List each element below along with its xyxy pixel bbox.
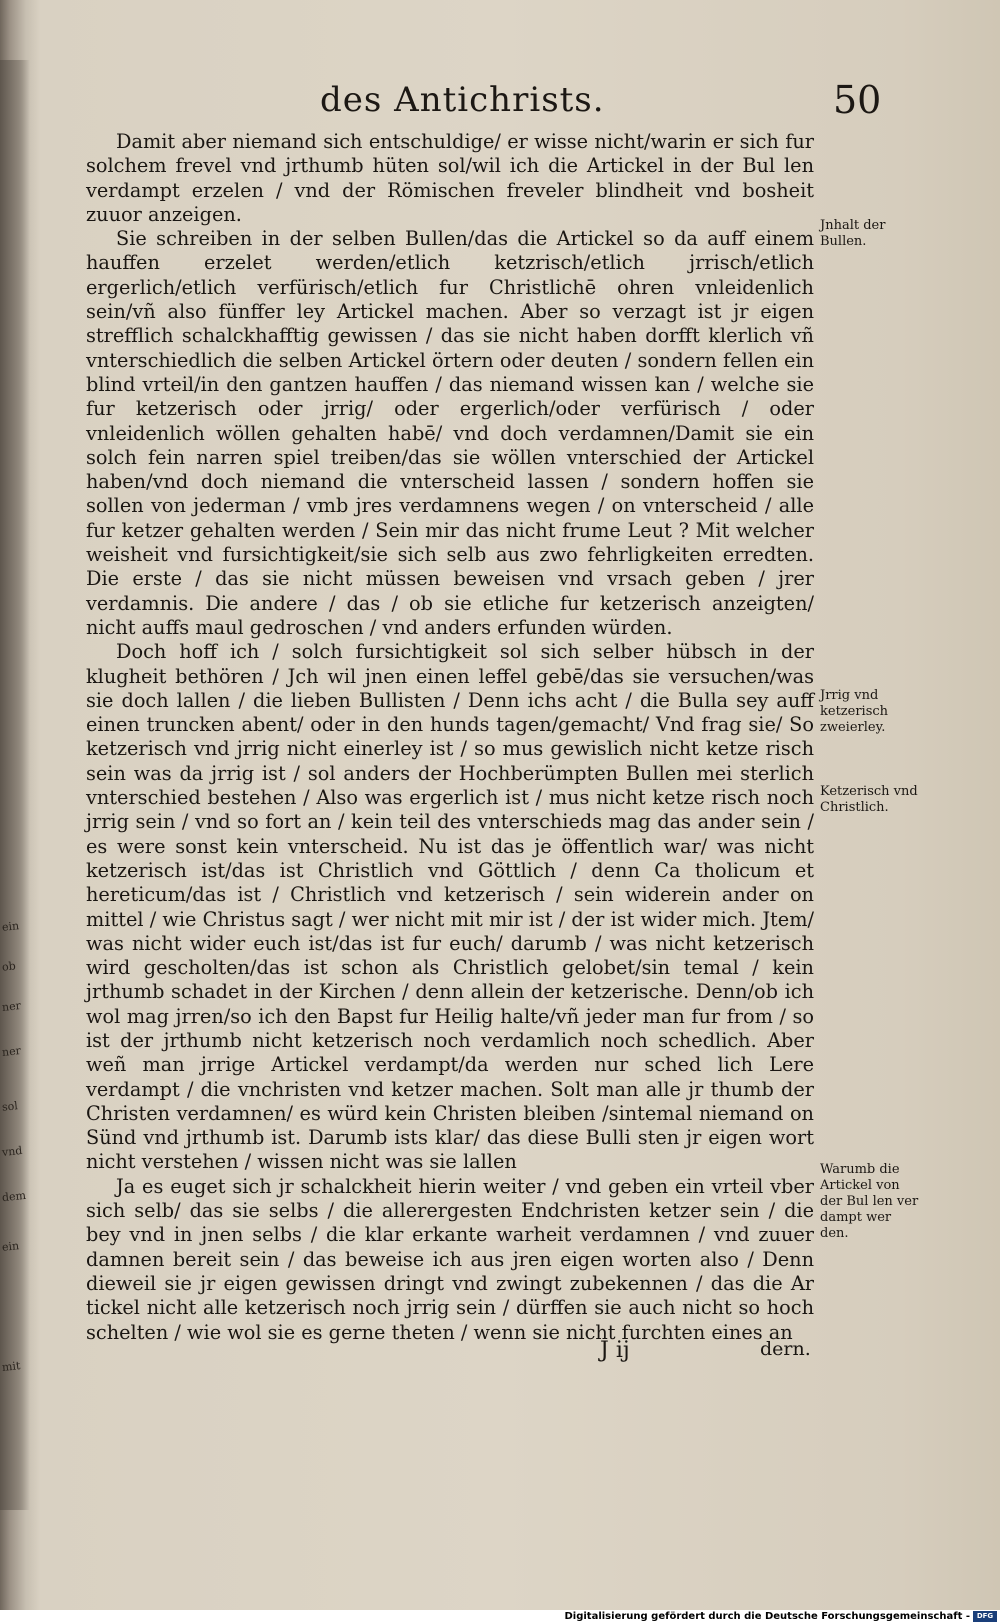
text-line: thumb der Christen verdamnen/ es würd kein Christen bleiben /sintemal [86,1077,814,1125]
paragraph [86,130,814,227]
text-line: So ketzerisch vnd jrrig nicht einerley ist / so mus gewislich nicht ketze [86,713,814,761]
edge-fragment: ner [1,1044,22,1059]
text-line: Damit aber niemand sich entschuldige/ er wisse nicht/warin er sich [116,130,779,153]
text-line: schelten / wie wol sie es gerne theten / wenn sie nicht furchten eines an [86,1320,793,1344]
edge-fragment: ner [1,999,22,1014]
catchword: dern. [760,1338,811,1360]
margin-note: Jnhalt der Bullen. [820,218,886,249]
text-line: risch noch jrrig sein / vnd so fort an / kein teil des vnterschieds mag [86,786,814,834]
paragraph [86,1175,814,1345]
text-line: nicht frume Leut ? Mit welcher weisheit vnd fursichtigkeit/sie sich selb [86,518,814,567]
text-line: sie doch lallen / die lieben Bullisten / Denn ichs acht / die Bulla sey auff [86,688,814,712]
text-line: vnd doch verdamnen/Damit sie ein solch fein narren spiel treiben/das sie [86,421,814,469]
footer-bar [0,1610,1000,1623]
text-line: verfürisch/etlich fur Christlichē ohren vnleidenlich sein/vñ also fünffer [86,275,814,324]
edge-fragment: sol [1,1099,19,1114]
text-line: das ander sein / es were sonst kein vnterscheid. Nu ist das je öffentlich [86,810,815,858]
text-line: vber sich selb/ das sie selbs / die allerergesten Endchristen ketzer sein / die [86,1174,814,1223]
text-line: vnd vrsach geben / jrer verdamnis. Die andere / das / ob sie etliche fur [86,567,814,615]
text-line: Ja es euget sich jr schalckheit hierin weiter / vnd geben ein vrteil [116,1174,764,1198]
dfg-credit: Digitalisierung gefördert durch die Deutsche Forschungsgemeinschaft - [564,1611,970,1622]
text-line: tickel nicht alle ketzerisch noch jrrig sein / dürffen sie auch nicht so hoch [86,1296,814,1320]
edge-fragment: mit [1,1359,22,1374]
edge-fragment: ein [1,919,20,934]
paragraph [86,227,814,640]
margin-note: Jrrig vnd ketzerisch zweierley. [820,688,889,735]
body-text [86,130,814,1345]
text-line: wöllen vnterschied der Artickel haben/vnd doch niemand die vnterscheid [86,445,815,494]
text-line: mich. Jtem/ was nicht wider euch ist/das ist fur euch/ darumb / was [86,907,814,955]
margin-note: Warumb die Artickel von der Bul len ver dampt wer den. [820,1162,919,1241]
text-line: len verdampt erzelen / vnd der Römischen freveler blindheit vnd bosheit [86,154,814,202]
edge-fragment: ob [1,959,17,974]
text-line: dieweil sie jr eigen gewissen dringt vnd zwingt zubekennen / das die Ar [86,1271,814,1295]
edge-fragment: vnd [1,1143,23,1160]
text-line: lich Lere verdampt / die vnchristen vnd ketzer machen. Solt man alle jr [86,1053,814,1101]
margin-note: Ketzerisch vnd Christlich. [820,784,918,815]
text-line: man fur from / so ist der jrthumb nicht ketzerisch noch verdamlich noch [86,1004,815,1052]
text-line: risch sein was da jrrig ist / sol anders der Hochberümpten Bullen mei [86,737,814,785]
edge-fragment: dem [1,1188,27,1205]
text-line: Doch hoff ich / solch fursichtigkeit sol sich selber hübsch in der [116,640,814,664]
text-line: nicht ketzerisch wird gescholten/das ist schon als Christlich gelobet/sin [86,931,814,980]
text-line: ketzerisch anzeigten/ nicht auffs maul gedroschen / vnd anders erfunden [86,591,815,639]
text-line: bey vnd in jnen selbs / die klar erkante warheit verdamnen / vnd zuuer [86,1223,814,1247]
text-line: fur solchem frevel vnd jrthumb hüten sol/wil ich die Artickel in der Bul [86,130,814,178]
text-line: oder ergerlich/oder verfürisch / oder vnleidenlich wöllen gehalten habē/ [86,397,814,445]
text-line: aus zwo fehrligkeiten erredten. Die erste / das sie nicht müssen beweisen [86,543,814,591]
text-line: klugheit bethören / Jch wil jnen einen leffel gebē/das sie versuchen/was [86,664,814,688]
text-line: Sie schreiben in der selben Bullen/das die Artickel so da auff einem [116,227,814,251]
text-line: hauffen erzelet werden/etlich ketzrisch/etlich jrrisch/etlich ergerlich/etlich [86,251,814,299]
text-line: lassen / sondern hoffen sie sollen von jederman / vmb jres verdamnens [86,470,814,518]
dfg-logo-icon: DFG [973,1611,997,1622]
text-line: tholicum et hereticum/das ist / Christlich vnd ketzerisch / sein widerein [86,858,814,907]
signature-mark: J ij [600,1338,630,1363]
text-line: ander on mittel / wie Christus sagt / wer nicht mit mir ist / der ist wider [86,883,814,931]
text-line: zuuor anzeigen. [86,202,242,226]
text-line: sten jr eigen wort nicht verstehen / wissen nicht was sie lallen [86,1126,814,1174]
paragraph [86,640,814,1175]
text-line: damnen bereit sein / das beweise ich aus jren eigen worten also / Denn [86,1247,814,1271]
facing-page-edge [0,60,30,1510]
text-line: hauffen / das niemand wissen kan / welche sie fur ketzerisch oder jrrig/ [86,372,814,421]
text-line: würden. [592,615,673,639]
text-line: war/ was nicht ketzerisch ist/das ist Christlich vnd Göttlich / denn Ca [86,834,814,882]
text-line: gewissen / das sie nicht haben dorfft klerlich vñ vnterschiedlich die selben [86,324,814,372]
text-line: einen truncken abent/ oder in den hunds tagen/gemacht/ Vnd frag sie/ [86,713,783,737]
text-line: temal / kein jrthumb schadet in der Kirchen / denn allein der ketzerische. [86,956,814,1004]
text-line: sterlich vnterschied bestehen / Also was ergerlich ist / mus nicht ketze [86,761,814,810]
text-line: Denn/ob ich wol mag jrren/so ich den Bapst fur Heilig halte/vñ jeder [86,980,814,1028]
running-head: des Antichrists. [320,80,605,120]
text-line: wegen / on vnterscheid / alle fur ketzer gehalten werden / Sein mir das [86,494,814,542]
text-line: niemand on Sünd vnd jrthumb ist. Darumb ists klar/ das diese Bulli [86,1101,814,1150]
edge-fragment: ein [1,1239,20,1254]
text-line: Artickel örtern oder deuten / sondern fellen ein blind vrteil/in den gantzen [86,348,814,396]
text-line: schedlich. Aber weñ man jrrige Artickel verdampt/da werden nur sched [86,1028,814,1077]
folio-number: 50 [833,78,882,122]
text-line: ley Artickel machen. Aber so verzagt ist jr eigen strefflich schalckhafftig [86,300,814,348]
